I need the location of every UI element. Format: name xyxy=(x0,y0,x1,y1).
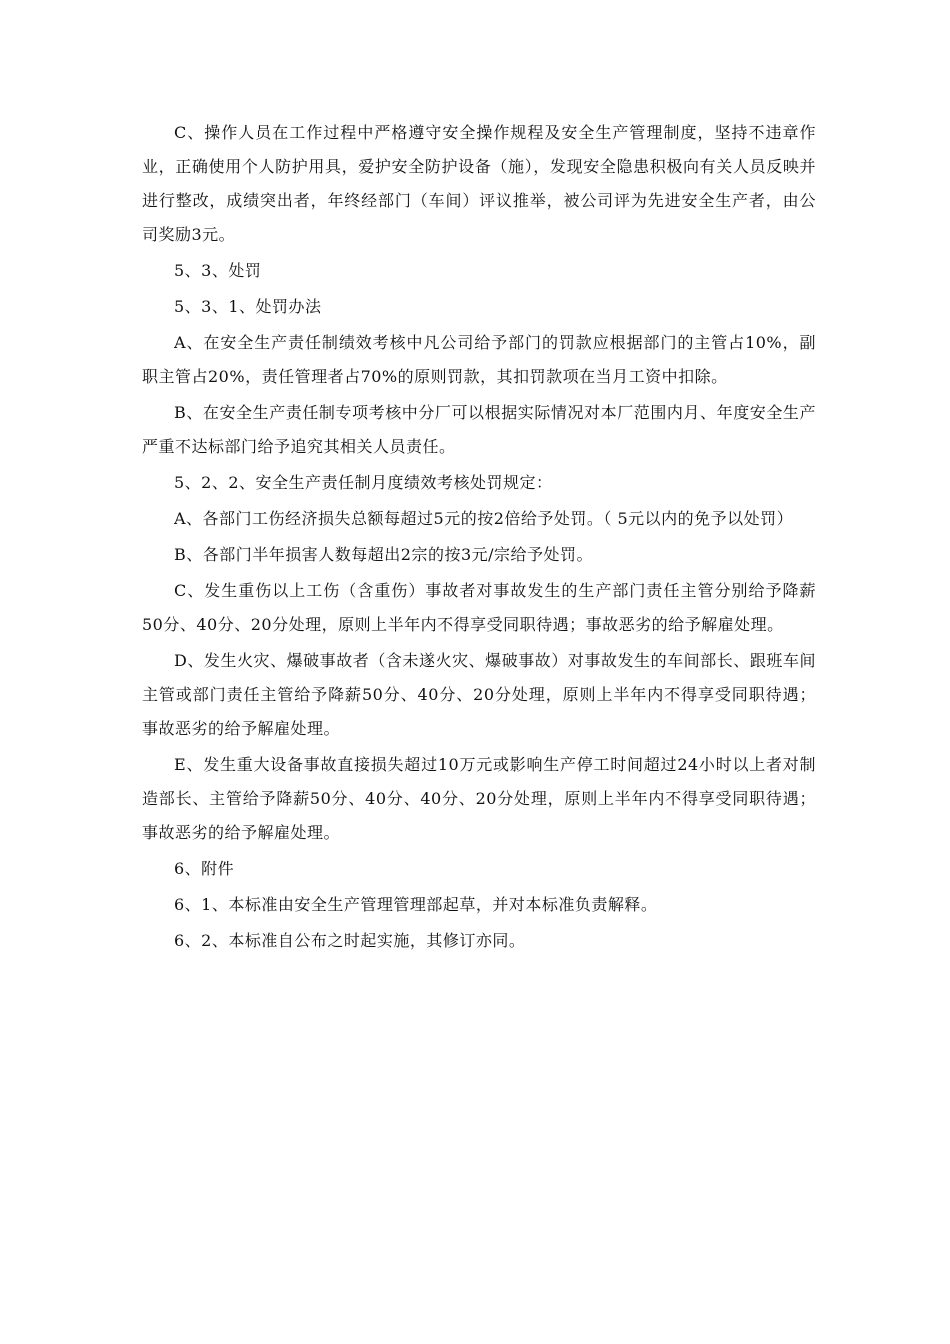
paragraph-d-fire-explosion: D、发生火灾、爆破事故者（含未遂火灾、爆破事故）对事故发生的车间部长、跟班车间主管或部门责任主管给予降薪50分、40分、20分处理，原则上半年内不得享受同职待遇；事故恶劣的给予解雇处理。 xyxy=(142,651,816,738)
paragraph-a-injury-loss: A、各部门工伤经济损失总额每超过5元的按2倍给予处罚。（ 5元以内的免予以处罚） xyxy=(174,509,794,528)
heading-5-3-penalty: 5、3、处罚 xyxy=(174,261,262,280)
paragraph-c-operators: C、操作人员在工作过程中严格遵守安全操作规程及安全生产管理制度，坚持不违章作业，正确使用个人防护用具，爱护安全防护设备（施），发现安全隐患积极向有关人员反映并进行整改，成绩突出者，年终经部门（车间）评议推举，被公司评为先进安全生产者，由公司奖励3元。 xyxy=(142,123,816,244)
paragraph-e-equipment-accident: E、发生重大设备事故直接损失超过10万元或影响生产停工时间超过24小时以上者对制造部长、主管给予降薪50分、40分、40分、20分处理，原则上半年内不得享受同职待遇；事故恶劣的给予解雇处理。 xyxy=(142,755,816,842)
heading-5-3-1-penalty-method: 5、3、1、处罚办法 xyxy=(174,297,322,316)
paragraph-a-fine-split: A、在安全生产责任制绩效考核中凡公司给予部门的罚款应根据部门的主管占10%，副职主管占20%，责任管理者占70%的原则罚款，其扣罚款项在当月工资中扣除。 xyxy=(142,333,816,386)
paragraph-6-1-drafting: 6、1、本标准由安全生产管理管理部起草，并对本标准负责解释。 xyxy=(174,895,658,914)
heading-5-2-2-monthly-rules: 5、2、2、安全生产责任制月度绩效考核处罚规定： xyxy=(174,473,553,492)
paragraph-b-special-assessment: B、在安全生产责任制专项考核中分厂可以根据实际情况对本厂范围内月、年度安全生产严重不达标部门给予追究其相关人员责任。 xyxy=(142,403,816,456)
paragraph-6-2-effective: 6、2、本标准自公布之时起实施，其修订亦同。 xyxy=(174,931,526,950)
document-body xyxy=(142,116,816,960)
heading-6-appendix: 6、附件 xyxy=(174,859,235,878)
paragraph-c-serious-injury: C、发生重伤以上工伤（含重伤）事故者对事故发生的生产部门责任主管分别给予降薪50分、40分、20分处理，原则上半年内不得享受同职待遇；事故恶劣的给予解雇处理。 xyxy=(142,581,816,634)
paragraph-b-injury-count: B、各部门半年损害人数每超出2宗的按3元/宗给予处罚。 xyxy=(174,545,594,564)
